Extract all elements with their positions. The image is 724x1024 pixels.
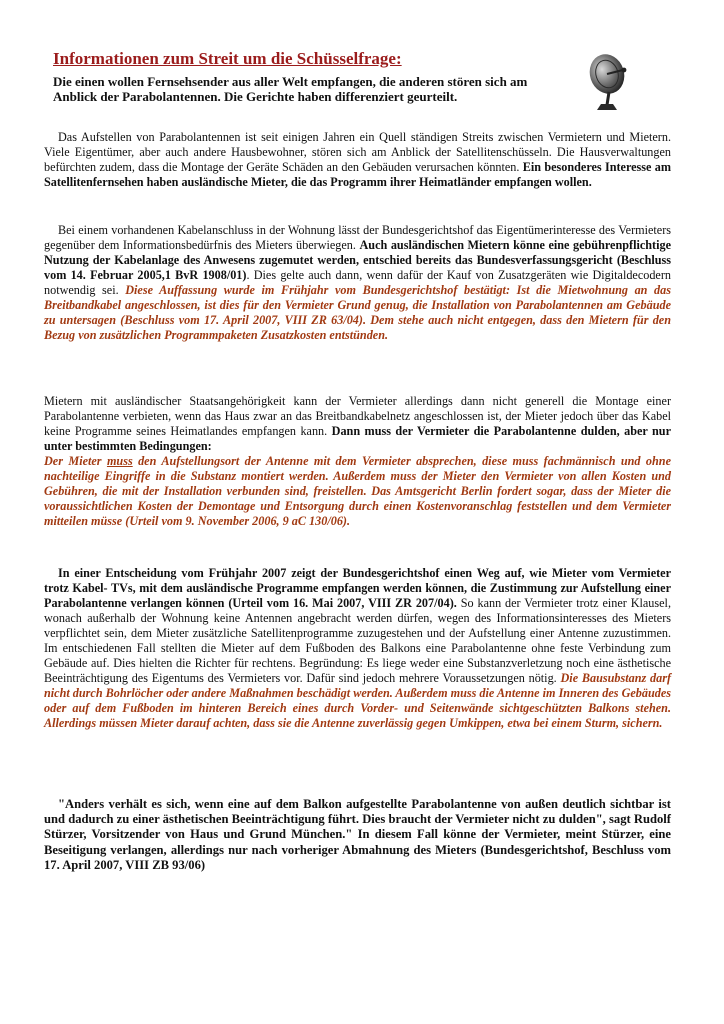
page-subtitle: Die einen wollen Fernsehsender aus aller Welt empfangen, die anderen stören sich am Anblick der Parabolantennen. Die Gerichte haben differenziert geurteilt. [53, 74, 528, 104]
paragraph-bold: Ein besonderes Interesse am Satellitenfernsehen haben ausländische Mieter, die das Programm ihrer Heimatländer empfangen wollen. [44, 160, 671, 190]
paragraph-highlight: Diese Auffassung wurde im Frühjahr vom Bundesgerichtshof bestätigt: Ist die Mietwohnung an das Breitbandkabel angeschlossen, ist dies für den Vermieter Grund genug, die Installation von Parabolantennen am Gebäude zu untersagen (Beschluss vom 17. April 2007, VIII ZR 63/04). Dem stehe auch nicht entgegen, dass den Mietern für den Bezug von zusätzlichen Programmpaketen Zusatzkosten entstünden. [44, 283, 671, 343]
paragraph-text: So kann der Vermieter trotz einer Klausel, wonach außerhalb der Wohnung keine Antennen angebracht werden dürfen, wegen des Informationsinteresses des Mieters verpflichtet sein, dem Mieter zusätzliche Satellitenprogramme zuzugestehen und der Aufstellung einer Antenne zuzustimmen. Im entschiedenen Fall stellten die Mieter auf dem Fußboden des Balkons eine Parabolantenne ohne feste Verbindung zum Gebäude auf. Dies hielten die Richter für rechtens. Begründung: Es liege weder eine Substanzverletzung noch eine ästhetische Beeinträchtigung des Eigentums des Vermieters vor. Dafür sind jedoch mehrere Voraussetzungen nötig. [44, 596, 671, 686]
highlight-underlined: muss [106, 454, 133, 469]
paragraph-intro [44, 130, 671, 190]
paragraph-cable [44, 223, 671, 343]
paragraph-quote: "Anders verhält es sich, wenn eine auf dem Balkon aufgestellte Parabolantenne von außen deutlich sichtbar ist und dadurch zu einer ästhetischen Beeinträchtigung führt. Dies braucht der Vermieter nicht zu dulden", sagt Rudolf Stürzer, Vorsitzender von Haus und Grund München." In diesem Fall könne der Vermieter, meint Stürzer, eine Beseitigung verlangen, allerdings nur nach vorheriger Abmahnung des Mieters (Bundesgerichtshof, Beschluss vom 17. April 2007, VIII ZB 93/06) [44, 797, 671, 872]
highlight-part: Der Mieter [44, 454, 107, 469]
highlight-part: den Aufstellungsort der Antenne mit dem Vermieter absprechen, diese muss fachmännisch und ohne nachteilige Eingriffe in die Substanz montiert werden. Außerdem muss der Mieter den Vermieter von allen Kosten und Gebühren, die mit der Installation verbunden sind, freistellen. Das Amtsgericht Berlin fordert sogar, dass der Mieter die voraussichtlichen Kosten der Demontage und Entsorgung durch einen Kostenvoranschlag feststellen und dem Vermieter mitteilen müsse (Urteil vom 9. November 2006, 9 aC 130/06). [44, 454, 671, 529]
paragraph-bold: In einer Entscheidung vom Frühjahr 2007 zeigt der Bundesgerichtshof einen Weg auf, wie Mieter vom Vermieter trotz Kabel- TVs, mit dem ausländische Programme empfangen werden können, die Zustimmung zur Aufstellung einer Parabolantenne verlangen können (Urteil vom 16. Mai 2007, VIII ZR 207/04). [44, 566, 671, 611]
paragraph-highlight: Die Bausubstanz darf nicht durch Bohrlöcher oder andere Maßnahmen beschädigt werden. Außerdem muss die Antenne im Inneren des Gebäudes oder auf dem Fußboden im hinteren Bereich eines durch Vorder- und Seitenwände sichtgeschützten Balkons stehen. Allerdings müssen Mieter darauf achten, dass sie die Antenne zuverlässig gegen Umkippen, etwa bei einem Sturm, sichern. [44, 671, 672, 731]
paragraph-text: Bei einem vorhandenen Kabelanschluss in der Wohnung lässt der Bundesgerichtshof das Eigentümerinteresse des Vermieters gegenüber dem Informationsbedürfnis des Mieters überwiegen. [44, 223, 671, 253]
paragraph-highlight [44, 454, 671, 528]
satellite-dish-icon [585, 50, 635, 114]
paragraph-text: Das Aufstellen von Parabolantennen ist seit einigen Jahren ein Quell ständigen Streits zwischen Vermietern und Mietern. Viele Eigentümer, aber auch andere Hausbewohner, stören sich am Anblick der Satellitenschüsseln. Die Hausverwaltungen befürchten zudem, dass die Montage der Geräte Schäden an den Gebäuden verursachen könnten. [44, 130, 671, 175]
paragraph-text: Mietern mit ausländischer Staatsangehörigkeit kann der Vermieter allerdings dann nicht generell die Montage einer Parabolantenne verbieten, wenn das Haus zwar an das Breitbandkabelnetz angeschlossen ist, der Mieter jedoch über das Kabel keine Programme seines Heimatlandes empfangen kann. [44, 394, 671, 439]
paragraph-text: . Dies gelte auch dann, wenn dafür der Kauf von Zusatzgeräten wie Digitaldecodern notwendig sei. [44, 268, 671, 298]
page-title: Informationen zum Streit um die Schüsselfrage: [53, 49, 402, 68]
paragraph-bold: Auch ausländischen Mietern könne eine gebührenpflichtige Nutzung der Kabelanlage des Anwesens zugemutet werden, entschied bereits das Bundesverfassungsgericht (Beschluss vom 14. Februar 2005,1 BvR 1908/01) [44, 238, 671, 283]
paragraph-foreign-tenants [44, 394, 671, 529]
paragraph-decision-2007 [44, 566, 671, 732]
paragraph-bold: Dann muss der Vermieter die Parabolantenne dulden, aber nur unter bestimmten Bedingungen: [44, 424, 671, 454]
